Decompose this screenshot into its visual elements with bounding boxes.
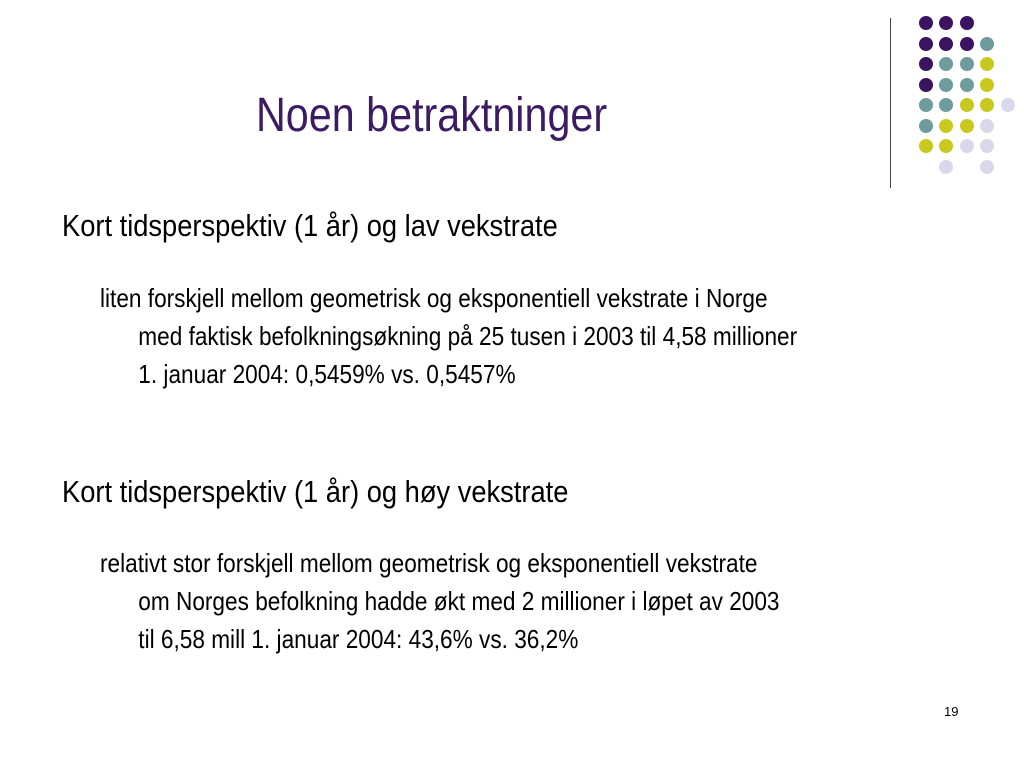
decorative-dot [980, 160, 994, 174]
decorative-dot [939, 57, 953, 71]
decorative-dot [980, 78, 994, 92]
decorative-dot [919, 37, 933, 51]
decorative-dot [960, 119, 974, 133]
text-line: til 6,58 mill 1. januar 2004: 43,6% vs. 36,2% [138, 624, 579, 654]
text-line: om Norges befolkning hadde økt med 2 millioner i løpet av 2003 [138, 586, 780, 616]
decorative-dot [939, 139, 953, 153]
decorative-dot [919, 98, 933, 112]
decorative-dot [939, 98, 953, 112]
text-line: liten forskjell mellom geometrisk og eksponentiell vekstrate i Norge [100, 283, 768, 313]
decorative-dot [980, 98, 994, 112]
section-heading-low-growth: Kort tidsperspektiv (1 år) og lav vekstrate [62, 208, 558, 243]
decorative-dot [980, 37, 994, 51]
section-text-high-growth [100, 544, 780, 658]
section-text-low-growth [100, 279, 797, 393]
decorative-dot [939, 78, 953, 92]
decorative-dot [939, 119, 953, 133]
section-heading-high-growth: Kort tidsperspektiv (1 år) og høy vekstrate [62, 474, 569, 509]
decorative-dot [980, 57, 994, 71]
decorative-dot [960, 16, 974, 30]
slide-title: Noen betraktninger [256, 89, 608, 142]
decorative-dot [939, 37, 953, 51]
decorative-dot [919, 16, 933, 30]
decorative-dot [960, 57, 974, 71]
page-number: 19 [944, 704, 959, 719]
decorative-dot [1001, 98, 1015, 112]
decorative-dot [960, 139, 974, 153]
text-line: med faktisk befolkningsøkning på 25 tusen i 2003 til 4,58 millioner [138, 321, 798, 351]
decorative-dot [939, 16, 953, 30]
decorative-dot [939, 160, 953, 174]
decorative-dot [919, 139, 933, 153]
text-line: relativt stor forskjell mellom geometrisk og eksponentiell vekstrate [100, 548, 758, 578]
decorative-dot [960, 98, 974, 112]
decorative-dot [960, 78, 974, 92]
decorative-dot [980, 119, 994, 133]
decorative-dot [980, 139, 994, 153]
decorative-vertical-line [890, 18, 891, 188]
decorative-dot [919, 57, 933, 71]
decorative-dot [960, 37, 974, 51]
decorative-dot [919, 78, 933, 92]
text-line: 1. januar 2004: 0,5459% vs. 0,5457% [138, 359, 516, 389]
decorative-dot [919, 119, 933, 133]
